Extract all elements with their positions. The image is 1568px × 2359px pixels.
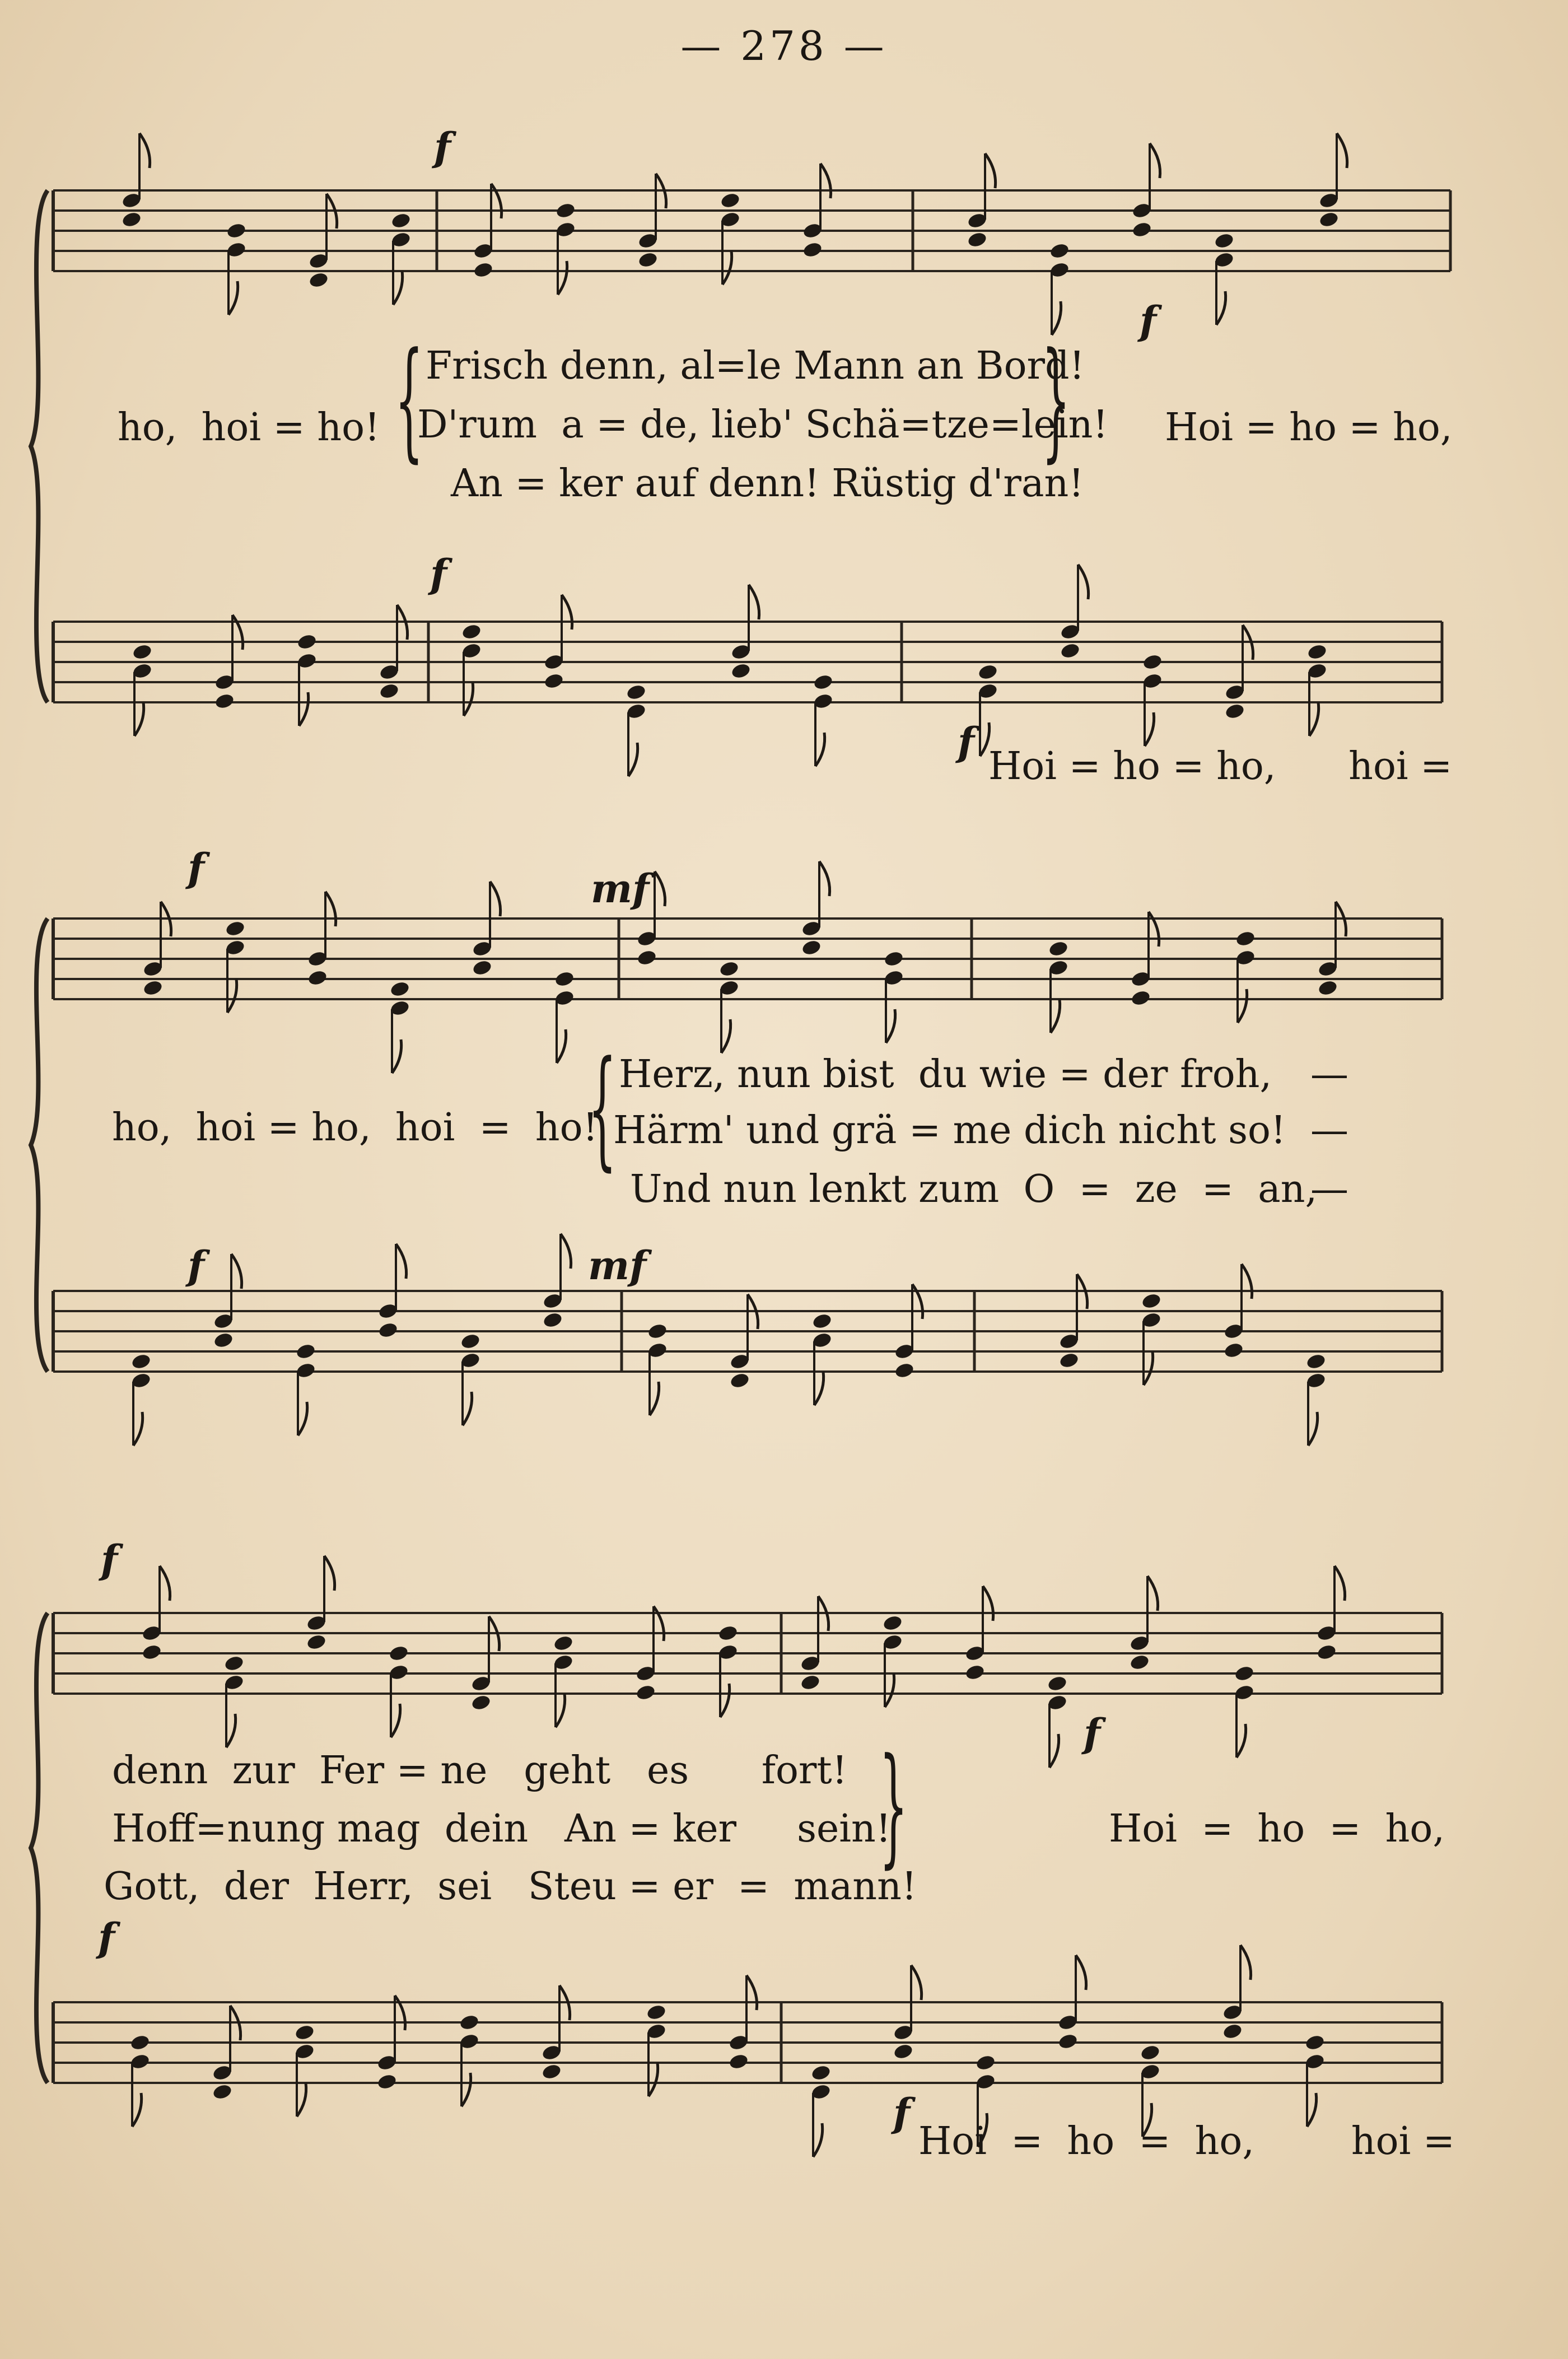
note	[883, 950, 904, 1043]
note	[129, 2034, 151, 2127]
notehead	[1140, 2044, 1161, 2062]
note	[977, 663, 998, 756]
note	[1047, 1675, 1068, 1768]
flag	[463, 1392, 472, 1425]
lyrics-left: ho, hoi = ho, hoi = ho!	[112, 1106, 598, 1150]
flag	[132, 2093, 142, 2127]
note	[294, 2024, 315, 2116]
notehead	[718, 960, 740, 978]
notehead	[720, 192, 741, 209]
note	[389, 980, 410, 1073]
flag	[813, 2123, 823, 2157]
flag	[139, 133, 150, 168]
flag	[134, 702, 144, 736]
notehead	[1317, 979, 1338, 997]
notehead	[388, 1644, 409, 1662]
notehead	[1224, 702, 1245, 720]
note	[213, 1254, 241, 1349]
note	[130, 1353, 152, 1446]
flag	[395, 1996, 405, 2030]
notehead	[811, 1312, 833, 1330]
flag	[160, 1566, 170, 1601]
note	[542, 1234, 571, 1329]
note	[1304, 2034, 1326, 2127]
note	[295, 1342, 316, 1435]
dynamic-forte: f	[188, 1242, 205, 1289]
note	[801, 861, 829, 957]
flag	[820, 164, 831, 198]
flag	[325, 892, 336, 926]
notehead	[470, 1694, 492, 1712]
notehead	[307, 969, 328, 987]
extender-dash: —	[1310, 1108, 1348, 1153]
note	[1317, 902, 1346, 997]
staff-upper	[53, 190, 1450, 271]
notehead	[729, 1372, 750, 1390]
notehead	[810, 2064, 832, 2082]
note	[730, 585, 759, 680]
dynamic-forte: f	[1140, 297, 1157, 344]
flag	[628, 743, 638, 776]
flag	[561, 1234, 571, 1269]
note	[212, 2006, 240, 2101]
note	[460, 1332, 481, 1425]
lyrics-right: Hoi = ho = ho,	[1165, 405, 1453, 450]
verse-brace-close: }	[1042, 325, 1071, 475]
notehead	[894, 1362, 915, 1379]
staff-upper	[53, 919, 1442, 999]
notehead	[1306, 643, 1328, 661]
verse-brace-open: {	[395, 325, 424, 475]
notehead	[646, 2003, 667, 2021]
notehead	[214, 692, 235, 710]
note	[1224, 625, 1253, 720]
notehead	[213, 1331, 234, 1349]
notehead	[308, 271, 329, 289]
flag	[226, 1714, 236, 1747]
notehead	[730, 662, 752, 680]
note	[811, 1312, 833, 1405]
flag	[1051, 999, 1060, 1033]
notehead	[1318, 211, 1340, 229]
lyrics-right: Hoi = ho = ho,	[1109, 1807, 1445, 1851]
notehead	[390, 212, 412, 230]
extender-dash: —	[1310, 1052, 1348, 1097]
note	[1234, 1665, 1255, 1757]
verse-3: An = ker auf denn! Rüstig d'ran!	[451, 461, 1084, 506]
notehead	[635, 1684, 656, 1701]
notehead	[460, 1332, 481, 1350]
notehead	[212, 2083, 233, 2101]
dynamic-forte: f	[101, 1536, 118, 1583]
verse-1: Frisch denn, al=le Mann an Bord!	[426, 344, 1085, 388]
note	[223, 1654, 245, 1747]
notehead	[1048, 940, 1069, 958]
flag	[392, 1039, 402, 1073]
note	[1306, 643, 1328, 736]
flag	[1236, 1724, 1246, 1757]
flag	[1337, 133, 1347, 168]
flag	[655, 871, 665, 906]
note	[1058, 1274, 1087, 1369]
flag	[1150, 143, 1160, 178]
lower-lyrics: Hoi = ho = ho, hoi =	[918, 2119, 1455, 2164]
note	[1214, 232, 1235, 325]
flag	[1216, 291, 1226, 325]
dynamic-forte: f	[98, 1914, 115, 1961]
note	[1222, 1945, 1250, 2040]
notehead	[1130, 989, 1151, 1007]
notehead	[1235, 930, 1256, 948]
note	[1049, 242, 1070, 335]
notehead	[728, 2053, 749, 2071]
flag	[228, 281, 238, 315]
note	[1048, 940, 1069, 1033]
note	[554, 970, 575, 1063]
notehead	[295, 1342, 316, 1360]
notehead	[389, 980, 410, 998]
notehead	[975, 2054, 996, 2072]
notehead	[883, 950, 904, 968]
dynamic-forte: f	[958, 719, 975, 765]
notehead	[977, 663, 998, 681]
verse-1: Herz, nun bist du wie = der froh,	[619, 1052, 1272, 1097]
note	[626, 683, 647, 776]
flag	[720, 1684, 730, 1717]
note	[647, 1322, 668, 1415]
notehead	[296, 633, 318, 651]
notehead	[1060, 642, 1081, 660]
note	[1129, 1576, 1158, 1671]
notehead	[801, 939, 822, 957]
verse-3: Und nun lenkt zum O = ze = an,	[630, 1167, 1318, 1211]
verse-2: Härm' und grä = me dich nicht so!	[613, 1108, 1286, 1153]
note	[1142, 653, 1163, 746]
flag	[814, 1372, 824, 1405]
flag	[1242, 1264, 1252, 1299]
notehead	[1129, 1653, 1150, 1671]
lyrics-left: ho, hoi = ho!	[118, 405, 380, 450]
note	[470, 1616, 499, 1712]
notehead	[1304, 2034, 1326, 2052]
note	[553, 1634, 574, 1727]
notehead	[121, 211, 142, 229]
note	[379, 605, 407, 700]
note	[1060, 565, 1088, 660]
note	[967, 153, 995, 249]
note	[390, 212, 412, 305]
verse-brace-close: }	[879, 1731, 908, 1881]
flag	[911, 1965, 922, 2000]
note	[718, 960, 740, 1053]
notehead	[541, 2063, 562, 2081]
notehead	[130, 1353, 152, 1370]
flag	[1309, 702, 1319, 736]
notehead	[377, 1321, 399, 1339]
flag	[1076, 1955, 1086, 1990]
note	[893, 1965, 921, 2060]
system-brace	[31, 190, 48, 702]
note	[717, 1624, 739, 1717]
notehead	[802, 241, 823, 259]
notehead	[1049, 242, 1070, 260]
note	[121, 133, 150, 229]
flag	[396, 1244, 407, 1279]
notehead	[626, 683, 647, 701]
flag	[133, 1412, 143, 1446]
note	[132, 643, 153, 736]
flag	[1147, 1576, 1158, 1611]
notehead	[142, 979, 164, 997]
note	[1305, 1353, 1327, 1446]
flag	[985, 153, 996, 188]
flag	[1149, 912, 1159, 947]
dynamic-forte: f	[893, 2090, 911, 2136]
notehead	[1214, 232, 1235, 250]
note	[555, 202, 576, 295]
system-brace	[31, 919, 48, 1372]
notehead	[294, 2024, 315, 2041]
flag	[490, 882, 501, 916]
flag	[819, 861, 830, 896]
dynamic-mezzo-forte: mf	[588, 1242, 647, 1289]
flag	[654, 1606, 664, 1641]
page-number: — 278 —	[680, 22, 888, 69]
extender-dash: —	[1310, 1167, 1348, 1211]
flag	[815, 733, 825, 766]
notehead	[306, 1633, 327, 1651]
verse-2: D'rum a = de, lieb' Schä=tze=lein!	[417, 403, 1108, 447]
flag	[461, 2073, 471, 2106]
note	[296, 633, 318, 726]
notehead	[141, 1643, 162, 1661]
verse-3: Gott, der Herr, sei Steu = er = mann!	[104, 1864, 917, 1909]
notehead	[1223, 1341, 1244, 1359]
flag	[562, 595, 572, 630]
notehead	[132, 643, 153, 661]
notehead	[472, 959, 493, 977]
dynamic-forte: f	[434, 124, 451, 170]
flag	[297, 2083, 306, 2116]
note	[226, 222, 247, 315]
verse-2: Hoff=nung mag dein An = ker sein!	[112, 1807, 892, 1851]
flag	[1334, 1566, 1345, 1601]
notehead	[1222, 2022, 1243, 2040]
notehead	[1142, 653, 1163, 671]
note	[813, 673, 834, 766]
note	[1318, 133, 1347, 229]
notehead	[459, 2013, 480, 2031]
notehead	[554, 970, 575, 988]
note	[810, 2064, 832, 2157]
notehead	[1131, 221, 1152, 239]
notehead	[800, 1673, 821, 1691]
notehead	[637, 251, 659, 269]
flag	[1078, 565, 1089, 599]
flag	[648, 2063, 658, 2096]
flag	[912, 1284, 923, 1319]
flag	[886, 1009, 895, 1043]
flag	[558, 261, 567, 295]
flag	[232, 615, 243, 650]
note	[1235, 930, 1256, 1023]
lower-lyrics: Hoi = ho = ho, hoi =	[988, 744, 1453, 789]
flag	[1308, 1412, 1318, 1446]
note	[388, 1644, 409, 1737]
notehead	[1047, 1675, 1068, 1693]
note	[541, 1985, 570, 2081]
verse-brace-open: {	[588, 1034, 617, 1183]
flag	[299, 692, 309, 726]
notehead	[1058, 1351, 1080, 1369]
flag	[557, 1029, 566, 1063]
note	[459, 2013, 480, 2106]
notehead	[647, 1322, 668, 1340]
notehead	[225, 920, 246, 938]
notehead	[542, 1311, 563, 1329]
notehead	[1316, 1643, 1337, 1661]
dynamic-forte: f	[1084, 1710, 1101, 1756]
flag	[722, 251, 732, 285]
notehead	[717, 1624, 739, 1642]
note	[472, 882, 500, 977]
flag	[231, 1254, 242, 1289]
note	[729, 1294, 758, 1390]
note	[308, 194, 337, 289]
note	[306, 1556, 334, 1651]
system-brace	[31, 1613, 48, 2083]
flag	[464, 682, 473, 716]
dynamic-mezzo-forte: mf	[591, 865, 650, 912]
notehead	[1305, 1353, 1327, 1370]
notehead	[1141, 1292, 1162, 1310]
notehead	[967, 231, 988, 249]
dynamic-forte: f	[430, 551, 447, 597]
notehead	[226, 222, 247, 240]
flag	[1049, 1734, 1059, 1768]
notehead	[813, 673, 834, 691]
dynamic-forte: f	[188, 845, 205, 891]
notehead	[1057, 2032, 1079, 2050]
flag	[1238, 989, 1247, 1023]
flag	[391, 1704, 400, 1737]
flag	[227, 979, 237, 1013]
notehead	[555, 202, 576, 220]
flag	[324, 1556, 335, 1591]
note	[800, 1596, 828, 1691]
flag	[746, 1975, 757, 2010]
flag	[749, 585, 759, 619]
flag	[721, 1019, 731, 1053]
flag	[650, 1382, 659, 1415]
notehead	[376, 2073, 398, 2091]
flag	[491, 184, 502, 218]
staff-upper	[53, 1613, 1442, 1694]
notehead	[893, 2043, 914, 2060]
notehead	[553, 1634, 574, 1652]
notehead	[964, 1663, 986, 1681]
notehead	[223, 1654, 245, 1672]
notehead	[636, 949, 657, 967]
flag	[1144, 1351, 1153, 1385]
flag	[1240, 1945, 1251, 1980]
note	[637, 174, 666, 269]
flag	[885, 1673, 894, 1707]
flag	[393, 271, 403, 305]
note	[142, 902, 171, 997]
notehead	[543, 672, 564, 690]
notehead	[473, 261, 494, 279]
notehead	[1234, 1665, 1255, 1682]
flag	[556, 1694, 565, 1727]
notehead	[379, 682, 400, 700]
notehead	[882, 1614, 903, 1632]
flag	[298, 1402, 307, 1435]
verse-1: denn zur Fer = ne geht es fort!	[112, 1749, 848, 1793]
notehead	[129, 2034, 151, 2052]
flag	[983, 1586, 993, 1621]
flag	[1145, 712, 1154, 746]
notehead	[461, 623, 482, 641]
